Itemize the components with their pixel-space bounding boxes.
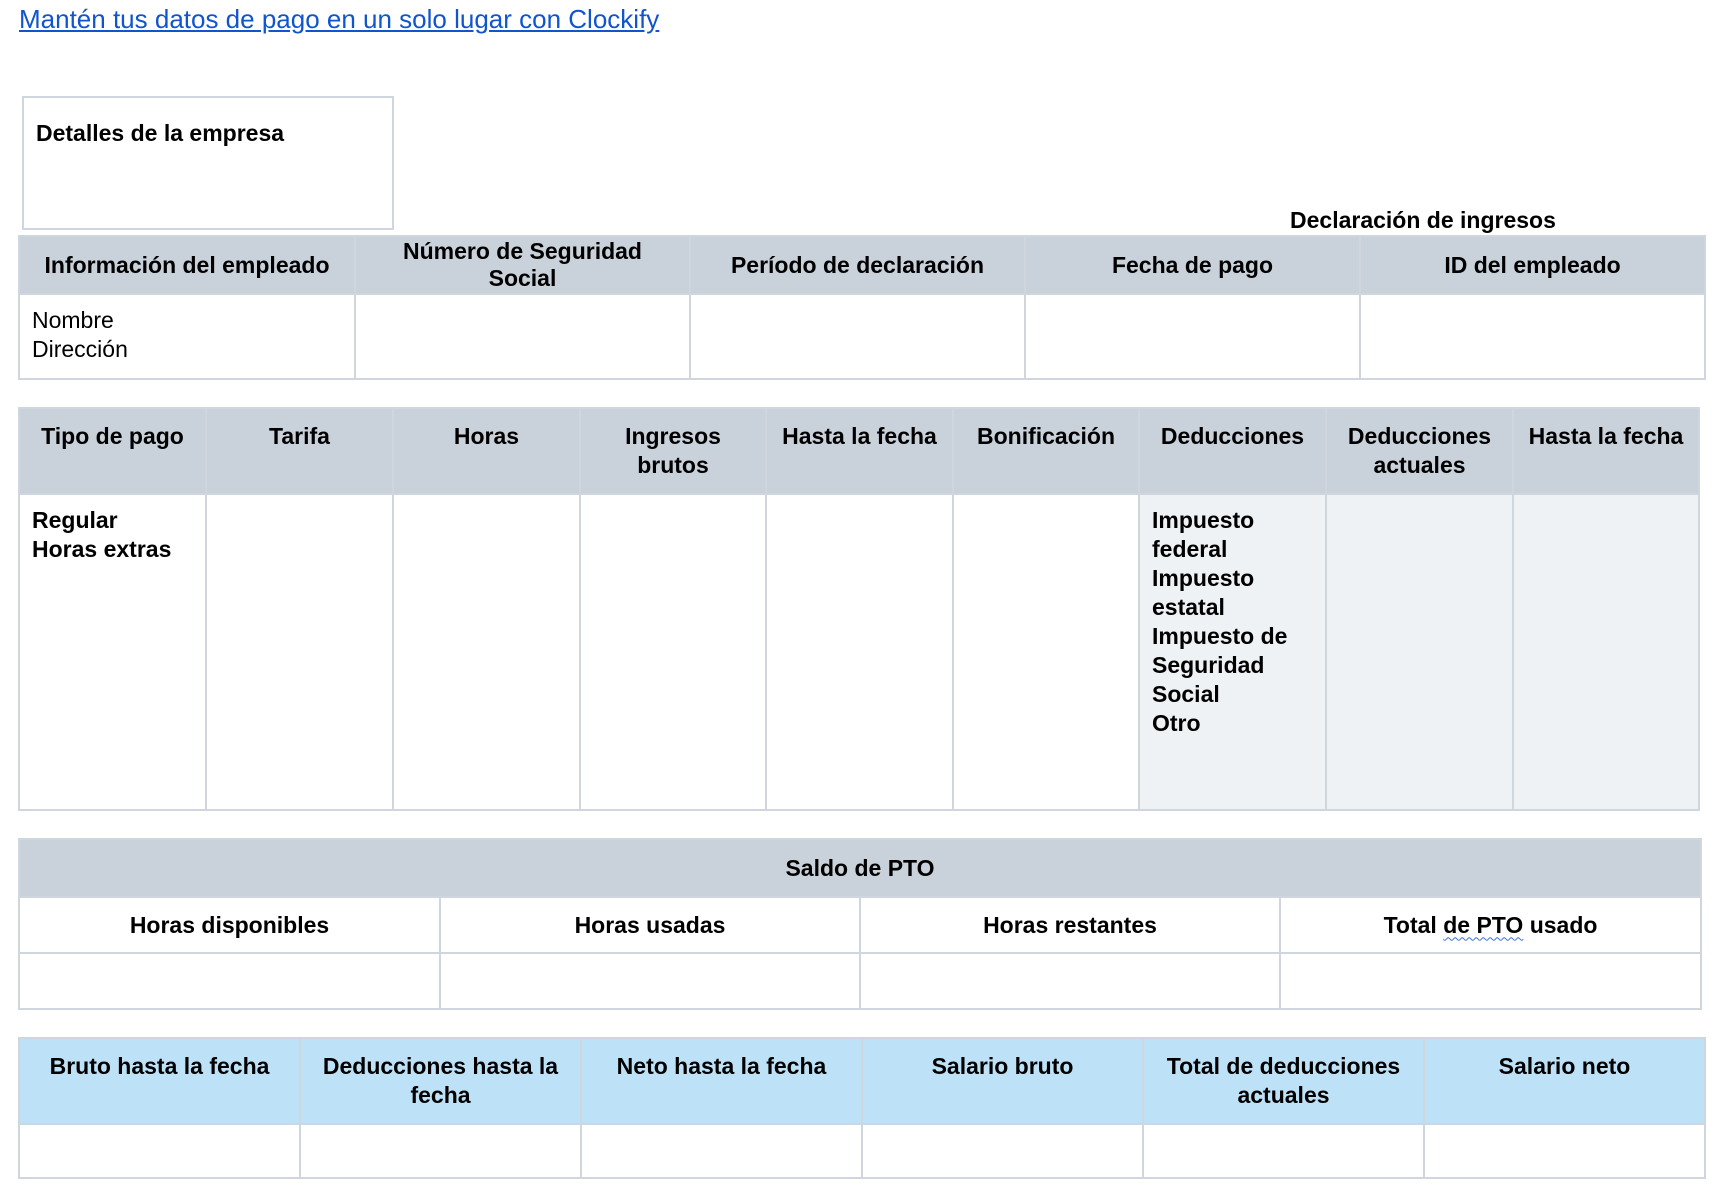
deductions-cell[interactable] [1139,494,1326,810]
employee-info-cell[interactable] [19,294,355,379]
deductions-ytd-cell[interactable] [300,1124,581,1178]
header-employee-id: ID del empleado [1360,236,1705,294]
header-rate: Tarifa [206,408,393,494]
address-label: Dirección [32,336,128,362]
statement-period-cell[interactable] [690,294,1025,379]
total-pto-used-cell[interactable] [1280,953,1701,1009]
available-hours-cell[interactable] [19,953,440,1009]
header-net-salary: Salario neto [1424,1038,1705,1124]
pay-type-overtime: Horas extras [32,536,172,562]
header-total-pto-used [1280,897,1701,953]
header-remaining-hours: Horas restantes [860,897,1280,953]
header-statement-period: Período de declaración [690,236,1025,294]
net-ytd-cell[interactable] [581,1124,862,1178]
gross-salary-cell[interactable] [862,1124,1143,1178]
current-deductions-cell[interactable] [1326,494,1513,810]
gross-ytd-cell[interactable] [19,1124,300,1178]
deduction-social-security-tax: Impuesto de Seguridad Social [1152,623,1288,707]
header-ssn: Número de Seguridad Social [355,236,690,294]
header-gross-income: Ingresos brutos [580,408,766,494]
ssn-cell[interactable] [355,294,690,379]
hours-cell[interactable] [393,494,580,810]
header-bonus: Bonificación [953,408,1139,494]
header-gross-ytd: Bruto hasta la fecha [19,1038,300,1124]
deduction-federal-tax: Impuesto federal [1152,507,1255,562]
total-pto-prefix: Total [1383,911,1444,938]
header-deductions-year-to-date: Hasta la fecha [1513,408,1699,494]
employee-info-table [18,235,1706,380]
deductions-year-to-date-cell[interactable] [1513,494,1699,810]
rate-cell[interactable] [206,494,393,810]
net-salary-cell[interactable] [1424,1124,1705,1178]
total-pto-suffix: usado [1523,911,1598,938]
header-net-ytd: Neto hasta la fecha [581,1038,862,1124]
header-deductions-ytd: Deducciones hasta la fecha [300,1038,581,1124]
total-current-deductions-cell[interactable] [1143,1124,1424,1178]
year-to-date-cell[interactable] [766,494,953,810]
gross-income-cell[interactable] [580,494,766,810]
pay-types-cell[interactable] [19,494,206,810]
company-details-label: Detalles de la empresa [36,120,285,146]
header-total-current-deductions: Total de deducciones actuales [1143,1038,1424,1124]
header-gross-salary: Salario bruto [862,1038,1143,1124]
header-used-hours: Horas usadas [440,897,860,953]
company-details-box[interactable] [22,96,394,230]
total-pto-mid: de PTO [1443,911,1524,938]
pay-date-cell[interactable] [1025,294,1360,379]
totals-table [18,1037,1706,1179]
pto-table [18,838,1702,1010]
header-pay-date: Fecha de pago [1025,236,1360,294]
pto-balance-title: Saldo de PTO [19,839,1701,897]
header-employee-info: Información del empleado [19,236,355,294]
bonus-cell[interactable] [953,494,1139,810]
header-year-to-date: Hasta la fecha [766,408,953,494]
clockify-promo-link[interactable]: Mantén tus datos de pago en un solo lugar con Clockify [19,4,660,34]
header-hours: Horas [393,408,580,494]
header-deductions: Deducciones [1139,408,1326,494]
pay-table [18,407,1700,811]
name-label: Nombre [32,307,114,333]
deduction-other: Otro [1152,710,1201,736]
header-available-hours: Horas disponibles [19,897,440,953]
header-pay-type: Tipo de pago [19,408,206,494]
deduction-state-tax: Impuesto estatal [1152,565,1255,620]
pay-type-regular: Regular [32,507,118,533]
employee-id-cell[interactable] [1360,294,1705,379]
header-current-deductions: Deducciones actuales [1326,408,1513,494]
statement-title: Declaración de ingresos [1290,207,1556,233]
used-hours-cell[interactable] [440,953,860,1009]
remaining-hours-cell[interactable] [860,953,1280,1009]
